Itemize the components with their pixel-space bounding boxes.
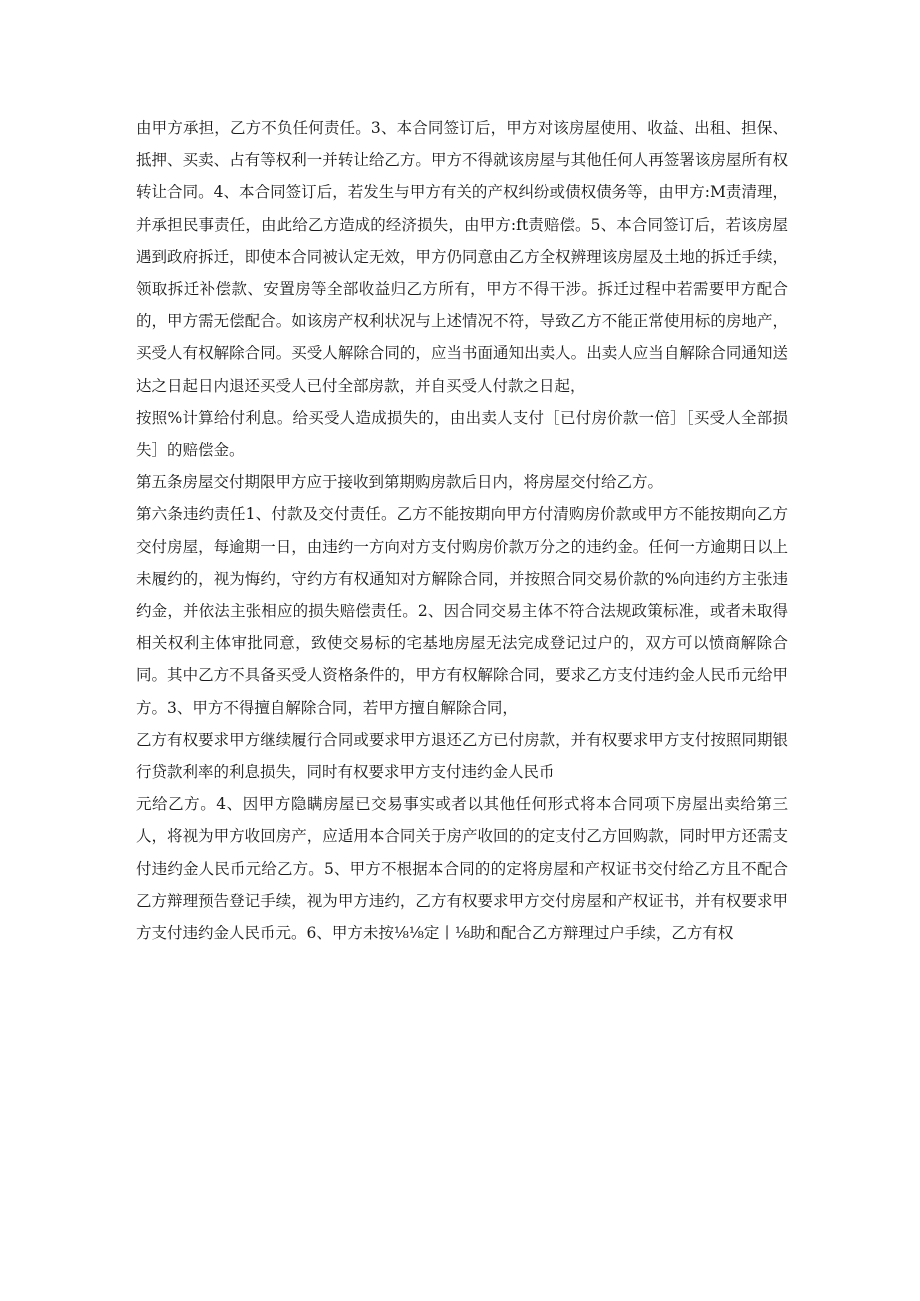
paragraph-5: 乙方有权要求甲方继续履行合同或要求甲方退还乙方已付房款，并有权要求甲方支付按照同期银行贷款利率的利息损失，同时有权要求甲方支付违约金人民币 xyxy=(136,730,788,782)
paragraph-6: 元给乙方。4、因甲方隐瞒房屋已交易事实或者以其他任何形式将本合同项下房屋出卖给第三人，将视为甲方收回房产，应适用本合同关于房产收回的的定支付乙方回购款，同时甲方还需支付违约金人民币元给乙方。5、甲方不根据本合同的的定将房屋和产权证书交付给乙方且不配合乙方辩理预告登记手续，视为甲方违约，乙方有权要求甲方交付房屋和产权证书，并有权要求甲方支付违约金人民币元。6、甲方未按⅛⅛定丨⅛助和配合乙方辩理过户手续，乙方有权 xyxy=(136,795,788,943)
paragraph-1: 由甲方承担，乙方不负任何责任。3、本合同签订后，甲方对该房屋使用、收益、出租、担保、抵押、买卖、占有等权利一并转让给乙方。甲方不得就该房屋与其他任何人再签署该房屋所有权转让合同。4、本合同签订后，若发生与甲方有关的产权纠纷或债权债务等，由甲方:M责清理，并承担民事责任，由此给乙方造成的经济损失，由甲方:ft责赔偿。5、本合同签订后，若该房屋遇到政府拆迁，即使本合同被认定无效，甲方仍同意由乙方全权辨理该房屋及土地的拆迁手续，领取拆迁补偿款、安置房等全部收益归乙方所有，甲方不得干涉。拆迁过程中若需要甲方配合的，甲方需无偿配合。如该房产权利状况与上述情况不符，导致乙方不能正常使用标的房地产，买受人有权解除合同。买受人解除合同的，应当书面通知出卖人。出卖人应当自解除合同通知送达之日起日内退还买受人已付全部房款，并自买受人付款之日起， xyxy=(136,119,788,395)
paragraph-2: 按照%计算给付利息。给买受人造成损失的，由出卖人支付［已付房价款一倍］［买受人全部损失］的赔偿金。 xyxy=(136,408,788,460)
document-body xyxy=(136,112,788,949)
paragraph-3: 第五条房屋交付期限甲方应于接收到第期购房款后日内，将房屋交付给乙方。 xyxy=(136,473,664,492)
paragraph-4: 第六条违约责任1、付款及交付责任。乙方不能按期向甲方付清购房价款或甲方不能按期向乙方交付房屋，每逾期一日，由违约一方向对方支付购房价款万分之的违约金。任何一方逾期日以上未履约的，视为悔约，守约方有权通知对方解除合同，并按照合同交易价款的%向违约方主张违约金，并依法主张相应的损失赔偿责任。2、因合同交易主体不符合法规政策标准，或者未取得相关权利主体审批同意，致使交易标的宅基地房屋无法完成登记过户的，双方可以愤商解除合同。其中乙方不具备买受人资格条件的，甲方有权解除合同，要求乙方支付违约金人民币元给甲方。3、甲方不得擅自解除合同，若甲方擅自解除合同， xyxy=(136,505,788,717)
